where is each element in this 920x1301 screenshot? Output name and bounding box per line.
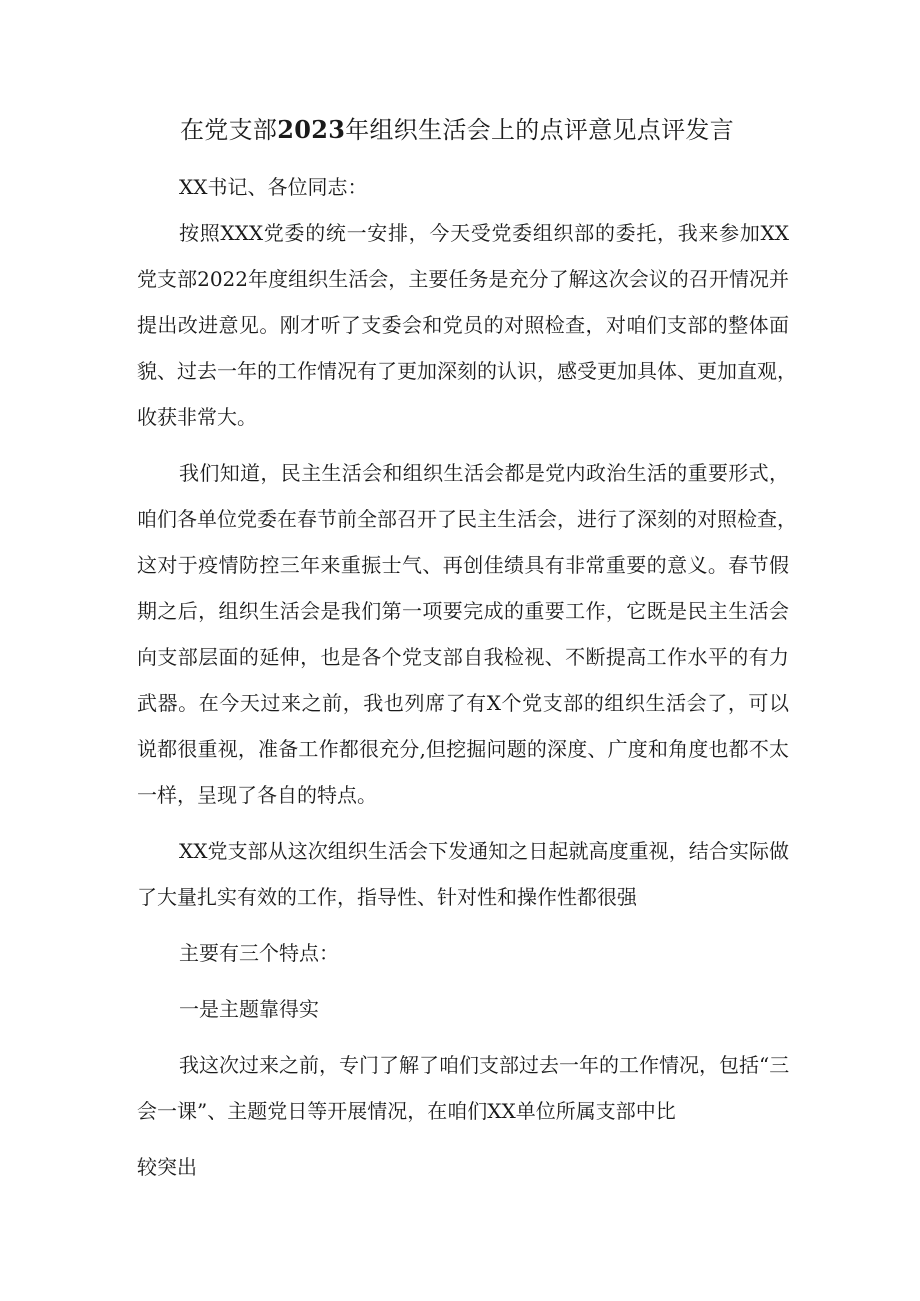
document-title [180, 114, 734, 146]
document-body [137, 164, 797, 1190]
paragraph-line: 期之后，组织生活会是我们第一项要完成的重要工作，它既是民主生活会 [137, 599, 789, 623]
paragraph-line: 这对于疫情防控三年来重振士气、再创佳绩具有非常重要的意义。春节假 [137, 553, 789, 577]
subheading: 主要有三个特点： [179, 941, 339, 965]
paragraph-line: 一样，呈现了各自的特点。 [137, 783, 377, 807]
point-heading: 一是主题靠得实 [179, 997, 319, 1021]
salutation: XX书记、各位同志： [179, 175, 368, 199]
paragraph-line: XX党支部从这次组织生活会下发通知之日起就高度重视，结合实际做 [179, 839, 789, 863]
paragraph-line: 提出改进意见。刚才听了支委会和党员的对照检查，对咱们支部的整体面 [137, 313, 789, 337]
paragraph-line: 党支部2022年度组织生活会，主要任务是充分了解这次会议的召开情况并 [137, 267, 789, 291]
paragraph-line: 了大量扎实有效的工作，指导性、针对性和操作性都很强 [137, 885, 637, 909]
title-year: 2023 [277, 115, 346, 144]
paragraph-line: 较突出 [137, 1155, 197, 1179]
paragraph-line: 武器。在今天过来之前，我也列席了有X个党支部的组织生活会了，可以 [137, 691, 789, 715]
paragraph-line: 向支部层面的延伸，也是各个党支部自我检视、不断提高工作水平的有力 [137, 645, 789, 669]
title-suffix: 年组织生活会上的点评意见点评发言 [345, 116, 735, 144]
paragraph-line: 会一课”、主题党日等开展情况，在咱们XX单位所属支部中比 [137, 1099, 676, 1123]
paragraph-line: 按照XXX党委的统一安排，今天受党委组织部的委托，我来参加XX [179, 221, 789, 245]
paragraph-line: 说都很重视，准备工作都很充分,但挖掘问题的深度、广度和角度也都不太 [137, 737, 789, 761]
paragraph-line: 貌、过去一年的工作情况有了更加深刻的认识，感受更加具体、更加直观， [137, 359, 797, 383]
paragraph-line: 咱们各单位党委在春节前全部召开了民主生活会，进行了深刻的对照检查， [137, 507, 797, 531]
paragraph-line: 我这次过来之前，专门了解了咱们支部过去一年的工作情况，包括“三 [179, 1053, 790, 1077]
title-prefix: 在党支部 [180, 116, 278, 144]
paragraph-line: 收获非常大。 [137, 405, 257, 429]
paragraph-line: 我们知道，民主生活会和组织生活会都是党内政治生活的重要形式， [179, 461, 789, 485]
